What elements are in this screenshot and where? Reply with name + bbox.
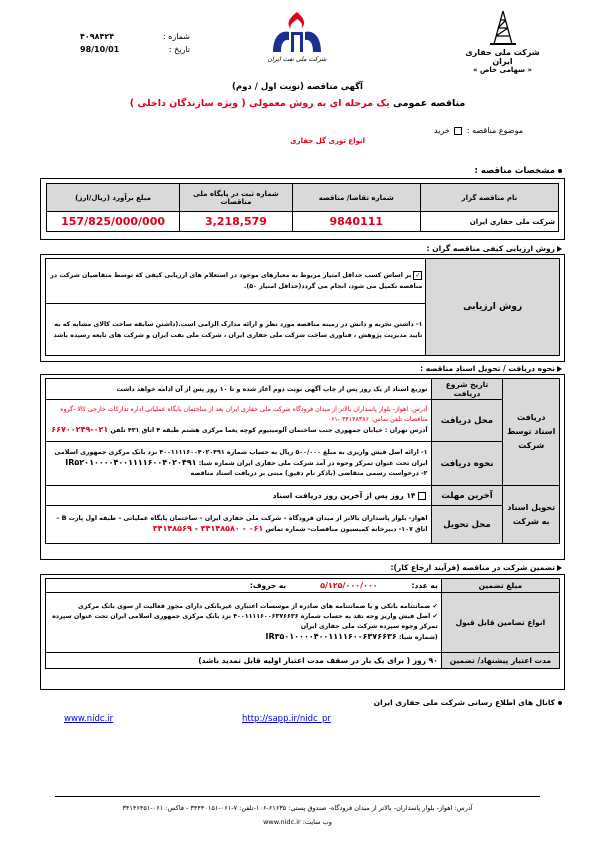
r2-label: محل دریافت [431,400,503,442]
eval-text1: ✓بر اساس کسب حداقل امتیاز مربوط به معیارهای موجود در استعلام های ارزیابی کیفی که توسط متقاضیان شرکت در مناقصه تکمیل می شود، انجام می گردد(حداقل امتیاز ۵۰). [46,259,426,304]
r3-text: ۱- ارائه اصل فیش واریزی به مبلغ ۵۰۰/۰۰۰ ریال به حساب شماره ۴۰۰۱۱۱۱۶۰۰۴۰۲۰۴۹۱ نزد بانک مرکزی جمهوری اسلامی ایران تحت عنوان تمرکز وجوه در آمد شرکت ملی حفاری ایران شماره شبا: IR۵۲۰۱۰۰۰۰۴۰۰۱۱۱۱۶۰۰۴۰۲۰۴۹۱ ۲- درخواست رسمی متقاضی (باذکر نام دقیق) مبنی بر دریافت اسناد مناقصه [46,442,432,486]
arrow-icon [557,366,562,372]
g1-values: به عدد: ۵/۱۲۵/۰۰۰/۰۰۰ به حروف: [46,579,442,593]
drilling-rig-icon [488,10,518,46]
g2-text: ✔ ضمانتنامه بانکی و یا ضمانتنامه های صادره از موسسات اعتباری غیربانکی دارای مجوز فعالیت از سوی بانک مرکزی ✔ اصل فیش واریز وجه نقد به حساب شماره ۴۰۰۱۱۱۱۶۰۰۶۳۷۶۶۳۶ نزد بانک مرکزی جمهوری اسلامی ایران تحت عنوان سپرده تمرکز وجوه سپرده شرکت ملی حفاری ایران (شماره شبا: IR۳۵۰۱۰۰۰۰۴۰۰۱۱۱۱۶۰۰۶۳۷۶۶۳۶ [46,593,442,653]
r1-text: توزیع اسناد از یک روز پس از چاپ آگهی نوبت دوم آغاز شده و تا ۱۰ روز پس از آن ادامه خواهد داشت [46,379,432,400]
check-icon: ✔ [432,613,438,620]
specs-header: نام مناقصه گزار [420,184,558,212]
r5-text: اهواز- بلوار پاسداران بالاتر از میدان فرودگاه – شرکت ملی حفاری ایران – ساختمان پایگاه عملیاتی – طبقه اول پارت B – اتاق ۱۰۷- دبیرخانه کمیسیون مناقصات- شماره تماس ۰۶۱ - ۳۴۱۴۸۵۸۰ - ۳۴۱۴۸۵۶۹ [46,506,432,544]
company-name: شرکت ملی حفاری ایران [465,48,540,66]
r5-label: محل تحویل [431,506,503,544]
purchase-checkbox[interactable] [454,127,462,135]
notice-title: آگهی مناقصه (نوبت اول / دوم) [232,82,363,92]
receipt-table [45,378,560,544]
company-sub: « سهامی خاص » [473,66,532,74]
deadline-checkbox[interactable] [418,492,426,500]
bullet-icon [558,169,562,173]
r2-tehran-address: آدرس تهران : خیابان جمهوری جنب ساختمان آلومینیوم کوچه یغما مرکزی هشتم طبقه ۴ اتاق ۴۳۱ تلفن ۰۲۱-۶۶۷۰۰۲۴۹ [51,425,428,434]
side-label-receive: دریافت اسناد توسط شرکت [503,379,560,486]
date-value: 98/10/01 [80,45,120,54]
specs-value: 3,218,579 [180,212,293,232]
r1-label: تاریخ شروع دریافت [431,379,503,400]
eval-frame [40,254,565,362]
footer-site: وب سایت: www.nidc.ir [263,818,332,826]
number-label: شماره : [162,32,190,41]
specs-frame [40,178,565,240]
subject-item: انواع توری گل حفاری [290,137,365,145]
nioc-flame-icon [267,10,327,56]
r4-label: آخرین مهلت [431,486,503,506]
g1-label: مبلغ تضمین [441,579,559,593]
specs-header: شماره ثبت در پایگاه ملی مناقصات [180,184,293,212]
receipt-heading: نحوه دریافت / تحویل اسناد مناقصه : [420,364,562,373]
footer-rule [55,796,540,797]
g2-label: انواع تضامین قابل قبول [441,593,559,653]
specs-header: مبلغ برآورد (ریال/ارز) [47,184,180,212]
check-icon: ✓ [415,271,421,279]
subject-row [434,126,523,135]
date-label: تاریخ : [168,45,190,54]
g3-label: مدت اعتبار پیشنهاد/ تضمین [441,653,559,669]
check-icon: ✔ [432,603,438,610]
channels-heading: کانال های اطلاع رسانی شرکت ملی حفاری ایران [374,698,562,707]
specs-header: شماره تقاضا/ مناقصه [292,184,420,212]
main-title [0,98,595,109]
number-value: ۴۰۹۸۴۲۴ [80,32,115,41]
company-logo [455,10,550,74]
subject-label: موضوع مناقصه : [466,126,523,135]
footer-address: آدرس: اهواز- بلوار پاسداران- بالاتر از میدان فرودگاه- صندوق پستی: ۶۱۶۳۵-۱۰۶-تلفن: ۷-۰۶۱-۳۴۴۴۰۱۵۱ - فاکس: ۰۶۱-۳۴۱۴۶۴۵۱ [122,804,473,812]
center-logo-text: شرکت ملی نفت ایران [267,56,327,63]
specs-heading: مشخصات مناقصه : [475,166,562,176]
r2-red-address: آدرس: اهواز- بلوار پاسداران بالاتر از میدان فرودگاه شرکت ملی حفاری ایران بعد از ساختمان پایگاه عملیاتی اداره تدارکات خارجی کالا -گروه مناقصات تلفن تماس: ۳۴۱۴۸۳۸۶ -۰۶۱ [60,406,428,423]
specs-value: 9840111 [292,212,420,232]
side-label-deliver: تحویل اسناد به شرکت [503,486,560,544]
r2-text [46,400,432,442]
guarantee-frame [40,574,565,690]
eval-text2: ۱- داشتن تجربه و دانش در زمینه مناقصه مورد نظر و ارائه مدارک الزامی است.(داشتن سابقه ساخت کالای مشابه که به تایید مدیریت پژوهش ، فناوری ساخت شرکت ملی حفاری ایران ، شرکت ملی نفت ایران و شرکت های تابعه رسیده باشد [46,304,426,356]
specs-value: شرکت ملی حفاری ایران [420,212,558,232]
r4-text: ۱۴ روز پس از آخرین روز دریافت اسناد [46,486,432,506]
arrow-icon [557,565,562,571]
nioc-logo [262,10,332,63]
specs-table [46,183,559,232]
guarantee-heading: تضمین شرکت در مناقصه (فرآیند ارجاع کار): [390,563,562,572]
ref-block [80,32,190,54]
eval-heading: روش ارزیابی کیفی مناقصه گران : [427,244,562,253]
arrow-icon [557,246,562,252]
guarantee-table [45,578,560,669]
soroush-link[interactable]: http://sapp.ir/nidc_pr [242,714,331,724]
specs-value: 157/825/000/000 [47,212,180,232]
r3-label: نحوه دریافت [431,442,503,486]
receipt-frame [40,374,565,560]
g3-text: ۹۰ روز ( برای یک بار در سقف مدت اعتبار اولیه قابل تمدید باشد) [46,653,442,669]
subject-type: خرید [434,126,450,135]
bullet-icon [558,701,562,705]
eval-label: روش ارزیابی [426,259,560,356]
eval-table [45,258,560,356]
main-title-prefix: مناقصه عمومی [392,98,466,109]
main-title-red: یک مرحله ای به روش معمولی ( ویژه سازندگان داخلی ) [129,98,390,109]
website-link[interactable]: www.nidc.ir [64,714,114,724]
